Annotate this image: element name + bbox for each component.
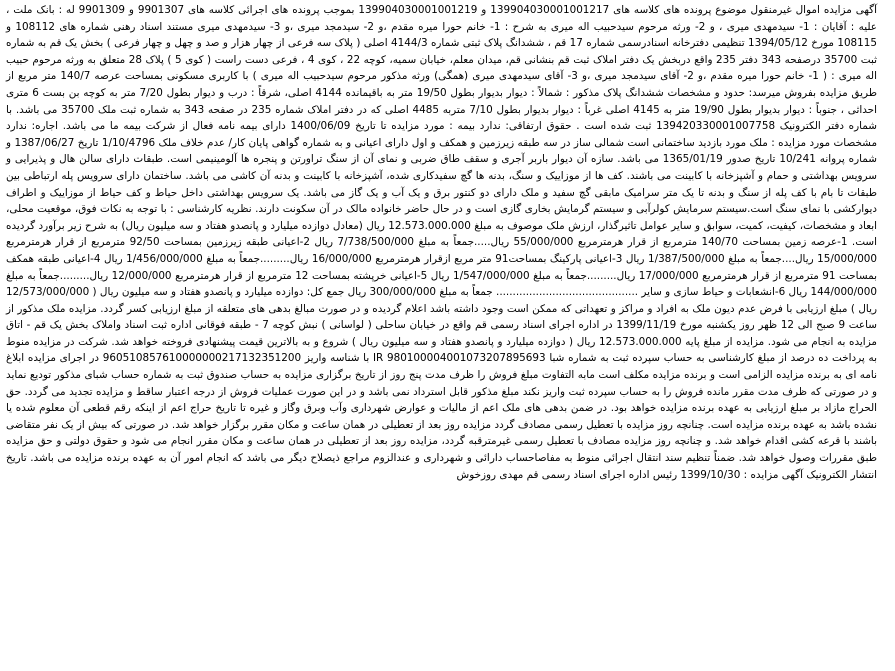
notice-body-text: آگهی مزایده اموال غیرمنقول موضوع پرونده های کلاسه های 139904030001001217 و 139904030001001219 بموجب پرونده های اجرائی کلاسه های 9901307 و 9901309 له : بانک ملت ، علیه : آقایان : 1- سیدمهدی میری ، و 2- ورثه مرحوم سیدحبیب اله میری به شرح : 1- خانم حورا میره مقدم ،و 2- سیدمجد میری ،و 3- سیدمهدی میری مستند اسناد رهنی شماره های 108112 و 108115 مورخ 1394/05/12 تنظیمی دفترخانه اسنادرسمی شماره 17 قم ، ششدانگ پلاک ثبتی شماره 4144/3 اصلی ( پلاک سه فرعی از چهار هزار و صد و چهل و چهار فرعی ) بخش یک قم به شماره ثبت 35700 درصفحه 343 دفتر 235 واقع دربخش یک دفتر املاک ثبت قم بنشانی قم، میدان معلم، خیابان سمیه، کوچه 22 ، کوی 4 ، فرعی دست راست ( کوی 5 ) پلاک 28 متعلق به ورثه مرحوم حبیب اله میری : ( 1- خانم حورا میره مقدم ،و 2- آقای سیدمجد میری ،و 3- آقای سیدمهدی میری (همگی) ورثه مذکور مرحوم سیدحبیب اله میری ) با کاربری مسکونی بمساحت عرصه 140/7 متر مربع از طریق مزایده بفروش میرسد: حدود و مشخصات ششدانگ پلاک مذکور : شمالاً : دیوار بدیوار بطول 19/50 متر به باقیمانده 4144 اصلی، شرقاً : درب و دیوار بطول 7/20 متر به کوچه بن بست 6 متری احداثی ، جنوباً : دیوار بدیوار بطول 19/90 متر به 4145 اصلی غرباً : دیوار بدیوار بطول 7/10 متربه 4485 اصلی که در دفتر املاک شماره 235 در صفحه 343 به شماره ثبت ملک 35700 می باشد. با شماره دفتر الکترونیک 139420330001007758 ثبت شده است . حقوق ارتفاقی: ندارد بیمه : مورد مزایده تا تاریخ 1400/06/09 دارای بیمه نامه فعال از شرکت بیمه ما می باشد. اجاره: ندارد مشخصات مورد مزایده : ملک مورد بازدید ساختمانی است شمالی ساز در سه طبقه زیرزمین و همکف و اول دارای اعیانی و به شماره گواهی پایان کار/ عدم خلاف ملک 1/10/4796 تاریخ 1387/06/27 و شماره پروانه 10/241 تاریخ صدور 1365/01/19 می باشد. سازه آن دیوار باربر آجری و سقف طاق ضربی و نمای آن از سنگ تراورتن و پنجره ها آلومینیمی است. طبقات دارای سالن هال و پذیرایی و سرویس بهداشتی و حمام و آشپزخانه با کابینت می باشند. کف ها از موزاییک و سنگ، بدنه ها گچ سفیدکاری شده، آشپزخانه با کابینت و بدنه آن کاشی می باشد. ساختمان دارای سرویس پله ارتباطی بین طبقات تا بام با کف پله از سنگ و بدنه تا یک متر سرامیک مابقی گچ سفید و ملک دارای دو کنتور برق و یک آب و یک گاز می باشد. یک سرویس بهداشتی داخل حیاط و کف حیاط از موزاییک و اطراف دیوارکشی با نمای سنگ است.سیستم سرمایش کولرآبی و سیستم گرمایش بخاری گازی است و در حال حاضر خانواده مالک در آن سکونت دارند. نظریه کارشناسی : با توجه به نکات فوق، موقعیت محلی، ابعاد و مشخصات، کیفیت، کمیت، سوابق و سایر عوامل تاثیرگذار، ارزش ملک موصوف به مبلغ 12.573.000.000 ریال (معادل دوازده میلیارد و پانصدو هفتاد و سه میلیون ریال) به شرح زیر برآورد گردیده است. 1-عرصه زمین بمساحت 140/70 مترمربع از قرار هرمترمربع 55/000/000 ریال.....جمعاً به مبلغ 7/738/500/000 ریال 2-اعیانی طبقه زیرزمین بمساحت 92/50 مترمربع از قرار هرمترمربع 15/000/000 ریال....جمعاً به مبلغ 1/387/500/000 ریال 3-اعیانی پارکینگ بمساحت91 متر مربع ازقرار هرمترمربع 16/000/000 ریال.........جمعاً به مبلغ 1/456/000/000 ریال 4-اعیانی طبقه همکف بمساحت 91 مترمربع از قرار هرمترمربع 17/000/000 ریال.........جمعاً به مبلغ 1/547/000/000 ریال 5-اعیانی خرپشته بمساحت 12 مترمربع از قرار هرمترمربع 12/000/000 ریال.........جمعاً به مبلغ 144/000/000 ریال 6-انشعابات و حیاط سازی و سایر ........................................... جمعاً به مبلغ 300/000/000 ریال جمع کل: دوازده میلیارد و پانصدو هفتاد و سه میلیون ریال ( 12/573/000/000 ریال ) مبلغ ارزیابی با فرض عدم دیون ملک به افراد و مراکز و تعهداتی که ممکن است وجود داشته باشد اعلام گردیده و در صورت مبالغ بدهی های متعلقه از مبلغ ارزیابی کسر گردد. مزایده ملک مذکور از ساعت 9 صبح الی 12 ظهر روز یکشنبه مورخ 1399/11/19 در اداره اجرای اسناد رسمی قم واقع در خیابان ساحلی ( لواسانی ) نبش کوچه 7 - طبقه فوقانی اداره ثبت اسناد واملاک بخش یک قم - اتاق مزایده به انجام می شود. مزایده از مبلغ پایه 12.573.000.000 ریال ( دوازده میلیارد و پانصدو هفتاد و سه میلیون ریال ) شروع و به بالاترین قیمت پیشنهادی فروخته خواهد شد. شرکت در مزایده منوط به پرداخت ده درصد از مبلغ کارشناسی به حساب سپرده ثبت به شماره شبا IR 980100004001073207895693 با شناسه واریز 960510857610000000217132351200 در اجرای مزایده ابلاغ نامه ای به برنده مزایده الزامی است و برنده مزایده مکلف است مابه التفاوت مبلغ فروش را ظرف مدت پنج روز از تاریخ برگزاری مزایده به حساب صندوق ثبت به شماره حساب شبای مذکور تودیع نماید و در صورتی که ظرف مدت مقرر مانده فروش را به حساب سپرده ثبت واریز نکند مبلغ مذکور قابل استرداد نمی باشد و در این صورت عملیات فروش از درجه اعتبار ساقط و مزایده تجدید می گردد. حق الحراج مازاد بر مبلغ ارزیابی به عهده برنده مزایده خواهد بود. در ضمن بدهی های ملک اعم از مالیات و عوارض شهرداری وآب وبرق وگاز و غیره تا تاریخ حراج اعم از اینکه رقم قطعی آن معلوم شده یا نشده باشد به عهده برنده مزایده است. چنانچه روز مزایده با تعطیل رسمی مصادف گردد مزایده روز بعد از تعطیلی در همان ساعت و مکان مقرر برگزار خواهد شد. در صورتی که بیش از یک نفر متقاضی باشند با قرعه کشی اقدام خواهد شد. و چنانچه روز مزایده مصادف با تعطیل رسمی غیرمترقبه گردد، مزایده روز بعد از تعطیلی در همان ساعت و مکان مقرر انجام می شود و حقوق دولتی و حق مزایده طبق مقررات وصول خواهد شد. ضمناً تنظیم سند انتقال اجرائی منوط به مفاصاحساب دارائی و شهرداری و عندالزوم مراجع ذیصلاح دیگر می باشد که انجام امور آن به عهده برنده مزایده می باشد. تاریخ انتشار الکترونیک آگهی مزایده : 1399/10/30 رئیس اداره اجرای اسناد رسمی قم مهدی روزخوش bbox=[6, 4, 878, 481]
